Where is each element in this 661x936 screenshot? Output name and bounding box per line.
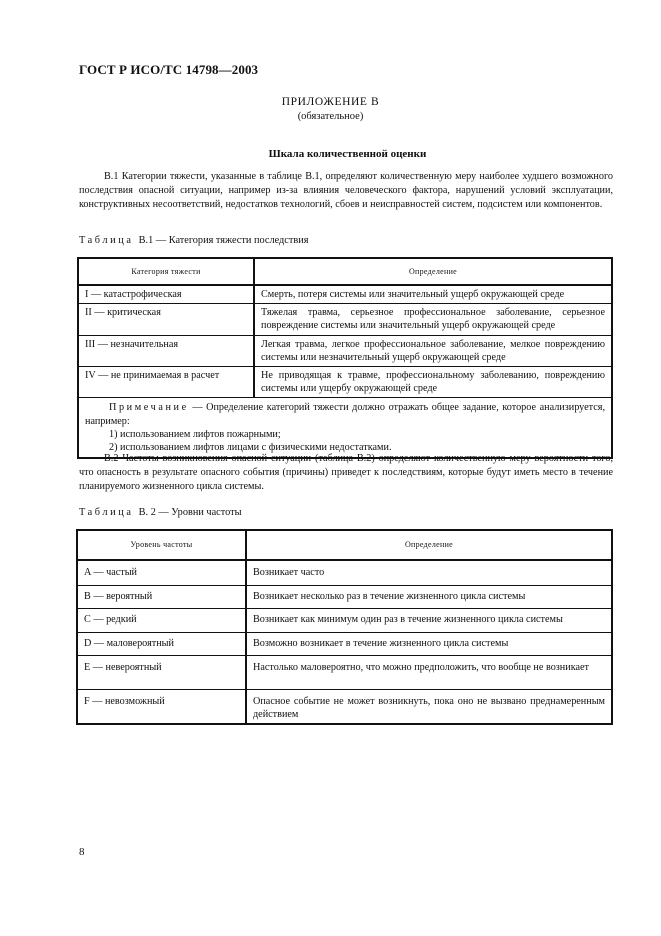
category-cell: I — катастрофическая (78, 285, 254, 304)
caption-text: В. 2 — Уровни частоты (138, 507, 242, 518)
table-b1-caption (79, 235, 308, 246)
level-cell: E — невероятный (77, 655, 246, 689)
header-definition: Определение (246, 530, 612, 560)
category-cell: II — критическая (78, 304, 254, 335)
document-header: ГОСТ Р ИСО/ТС 14798—2003 (79, 62, 259, 77)
header-definition: Определение (254, 258, 612, 285)
definition-cell: Возникает как минимум один раз в течение жизненного цикла системы (246, 608, 612, 632)
caption-prefix: Таблица (79, 235, 134, 246)
definition-cell: Возникает несколько раз в течение жизненного цикла системы (246, 585, 612, 608)
table-row (78, 285, 612, 304)
definition-cell: Тяжелая травма, серьезное профессиональное заболевание, серьезное повреждение системы или значительный ущерб окружающей среде (254, 304, 612, 335)
definition-cell: Не приводящая к травме, профессиональному заболеванию, повреждению системы или ущербу окружающей среде (254, 367, 612, 398)
section-title: Шкала количественной оценки (268, 148, 427, 160)
table-row (77, 585, 612, 608)
note-text: Примечание — Определение категорий тяжести должно отражать общее задание, которое анализируется, например: (85, 402, 605, 427)
note-item: 2) использованием лифтов лицами с физическими недостатками. (109, 442, 392, 454)
table-row (77, 608, 612, 632)
table-row (78, 304, 612, 335)
table-b1 (77, 257, 613, 459)
caption-text: В.1 — Категория тяжести последствия (138, 235, 309, 246)
paragraph-b2: В.2 Частоты возникновения опасной ситуации (таблица В.2) определяют количественную меру вероятности того, что опасность в результате опасного события (причины) приведет к последствиям, которые будут иметь место в течение планируемого жизненного цикла системы. (79, 453, 613, 493)
table-row (77, 655, 612, 689)
table-row (78, 367, 612, 398)
note-row (78, 398, 612, 458)
table-header-row (78, 258, 612, 285)
definition-cell: Настолько маловероятно, что можно предположить, что вообще не возникает (246, 655, 612, 689)
level-cell: B — вероятный (77, 585, 246, 608)
definition-cell: Опасное событие не может возникнуть, пока оно не вызвано преднамеренным действием (246, 689, 612, 724)
definition-cell: Возникает часто (246, 560, 612, 585)
table-row (77, 632, 612, 655)
level-cell: D — маловероятный (77, 632, 246, 655)
definition-cell: Возможно возникает в течение жизненного цикла системы (246, 632, 612, 655)
note-label: Примечание (109, 402, 189, 414)
annex-title: ПРИЛОЖЕНИЕ В (281, 96, 380, 108)
page-number: 8 (79, 846, 85, 858)
table-row (77, 689, 612, 724)
caption-prefix: Таблица (79, 507, 134, 518)
table-row (78, 335, 612, 366)
table-row (77, 560, 612, 585)
definition-cell: Легкая травма, легкое профессиональное заболевание, мелкое повреждению системы или незначительный ущерб окружающей среде (254, 335, 612, 366)
level-cell: A — частый (77, 560, 246, 585)
level-cell: C — редкий (77, 608, 246, 632)
table-b2 (76, 529, 613, 725)
table-header-row (77, 530, 612, 560)
level-cell: F — невозможный (77, 689, 246, 724)
category-cell: IV — не принимаемая в расчет (78, 367, 254, 398)
category-cell: III — незначительная (78, 335, 254, 366)
table-b2-caption (79, 507, 242, 518)
header-level: Уровень частоты (77, 530, 246, 560)
definition-cell: Смерть, потеря системы или значительный ущерб окружающей среде (254, 285, 612, 304)
note-item: 1) использованием лифтов пожарными; (109, 428, 281, 440)
annex-subtitle: (обязательное) (297, 111, 364, 122)
note-cell (78, 398, 612, 458)
header-category: Категория тяжести (78, 258, 254, 285)
paragraph-b1: В.1 Категории тяжести, указанные в таблице В.1, определяют количественную меру наиболее худшего возможного последствия опасной ситуации, например из-за влияния человеческого фактора, нарушений условий эксплуатации, конструктивных несоответствий, недостатков технологий, сбоев и неисправностей систем, подсистем или компонентов. (79, 171, 613, 211)
